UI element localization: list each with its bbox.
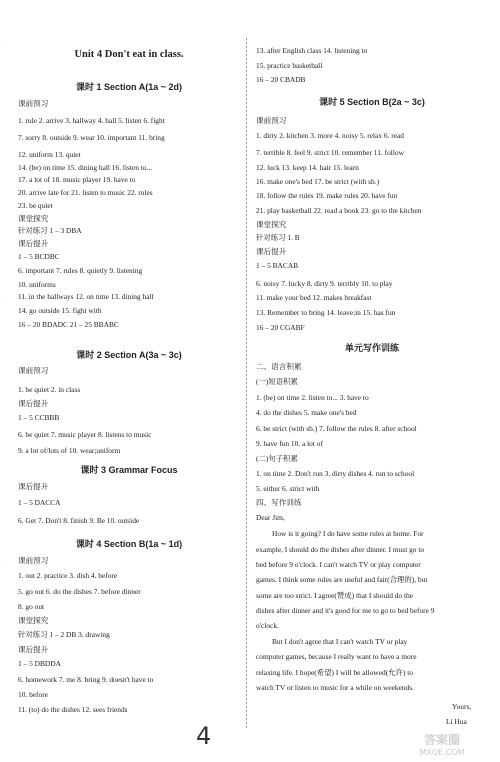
subsection-label: 课后提升 xyxy=(18,482,49,491)
column-divider xyxy=(246,38,247,728)
answer-line: 1 – 5 CCBBB xyxy=(18,413,60,422)
letter-line: bed before 9 o'clock. I can't watch TV or play computer xyxy=(256,560,421,569)
answer-line: 17. a lot of 18. music player 19. have to xyxy=(18,175,136,184)
answer-line: 1. rule 2. arrive 3. hallway 4. hall 5. listen 6. fight xyxy=(18,116,165,125)
answer-line: 16. make one's bed 17. be strict (with sb.) xyxy=(256,177,380,186)
subsection-label: 课后提升 xyxy=(18,239,49,248)
svg-text:MXQE.COM: MXQE.COM xyxy=(419,748,465,757)
answer-line: 4. do the dishes 5. make one's bed xyxy=(256,408,357,417)
answer-line: 15. practice basketball xyxy=(256,61,323,70)
answer-line: 针对练习 1. B xyxy=(256,233,300,242)
answer-line: 21. play basketball 22. read a book 23. go to the kitchen xyxy=(256,206,422,215)
answer-line: 18. follow the rules 19. make rules 20. have fun xyxy=(256,191,398,200)
answer-line: 5. go out 6. do the dishes 7. before dinner xyxy=(18,587,141,596)
answer-line: 10. before xyxy=(18,690,48,699)
answer-line: 16 – 20 CGABF xyxy=(256,323,305,332)
answer-line: 6. Get 7. Don't 8. finish 9. Be 10. outside xyxy=(18,516,140,525)
subsection-label: 课后提升 xyxy=(256,247,287,256)
section-heading: 课时 3 Grammar Focus xyxy=(80,465,178,475)
section-heading: 课时 4 Section B(1a ~ 1d) xyxy=(75,539,183,549)
letter-line: some are too strict. I agree(赞成) that I should do the xyxy=(256,591,414,600)
page-number: 4 xyxy=(196,722,212,750)
answer-line: 1 – 5 BCDBC xyxy=(18,252,60,261)
letter-signature: Li Hua xyxy=(446,717,467,726)
answer-line: 11. (to) do the dishes 12. sees friends xyxy=(18,705,128,714)
margin-mark: · xyxy=(3,560,5,566)
subsection-label: 四、写作训练 xyxy=(256,498,302,507)
unit-title: Unit 4 Don't eat in class. xyxy=(74,49,184,60)
answer-line: 9. a lot of/lots of 10. wear;uniform xyxy=(18,446,121,455)
subsection-label: 课前预习 xyxy=(256,116,287,125)
answer-line: 1. (be) on time 2. listen to... 3. have to xyxy=(256,393,369,402)
letter-line: computer games, because I really want to have a more xyxy=(256,652,417,661)
answer-line: 6. be strict (with sb.) 7. follow the rules 8. after school xyxy=(256,424,417,433)
letter-closing: Yours, xyxy=(452,702,472,711)
letter-line: watch TV or listen to music for a while on weekends. xyxy=(256,683,414,692)
letter-line: games. I think some rules are useful and fair(合理的), but xyxy=(256,575,428,584)
answer-line: 1 – 5 BACAB xyxy=(256,261,299,270)
answer-line: Dear Jim, xyxy=(256,513,285,522)
answer-line: 6. homework 7. me 8. bring 9. doesn't have to xyxy=(18,675,154,684)
section-heading: 课时 2 Section A(3a ~ 3c) xyxy=(76,350,182,360)
answer-line: 14. go outside 15. fight with xyxy=(18,306,102,315)
answer-line: 12. luck 13. keep 14. hair 15. learn xyxy=(256,163,359,172)
answer-line: 1. dirty 2. kitchen 3. more 4. noisy 5. relax 6. read xyxy=(256,131,404,140)
subsection-label: 课前预习 xyxy=(18,99,49,108)
watermark-logo xyxy=(392,732,492,758)
answer-line: 8. go out xyxy=(18,602,45,611)
answer-line: 11. make your bed 12. makes breakfast xyxy=(256,293,372,302)
section-heading: 课时 1 Section A(1a ~ 2d) xyxy=(76,82,182,92)
section-heading: 单元写作训练 xyxy=(344,343,399,353)
answer-line: 1. be quiet 2. in class xyxy=(18,385,81,394)
answer-line: 14. (be) on time 15. dining hall 16. listen to... xyxy=(18,163,153,172)
answer-line: 针对练习 1 – 2 DB 3. drawing xyxy=(18,630,110,639)
answer-line: 6. important 7. rules 8. quietly 9. listening xyxy=(18,266,143,275)
subsection-label: 课后提升 xyxy=(18,399,49,408)
section-heading: 课时 5 Section B(2a ~ 3c) xyxy=(319,97,425,107)
answer-line: 6. noisy 7. lucky 8. dirty 9. terribly 10. to play xyxy=(256,279,393,288)
letter-line: dishes after dinner and it's good for me to go to bed before 9 xyxy=(256,606,435,615)
subsection-label: 课后提升 xyxy=(18,645,49,654)
answer-line: 12. uniform 13. quiet xyxy=(18,150,81,159)
answer-line: 13. after English class 14. listening to xyxy=(256,46,368,55)
answer-line: 20. arrive late for 21. listen to music 22. rules xyxy=(18,188,153,197)
letter-line: relaxing life. I hope(希望) I will be allowed(允许) to xyxy=(256,668,414,677)
answer-line: 6. be quiet 7. music player 8. listens to music xyxy=(18,430,152,439)
answer-line: 11. in the hallways 12. on time 13. dining hall xyxy=(18,292,154,301)
answer-line: 针对练习 1 – 3 DBA xyxy=(18,226,82,235)
subsection-label: 课堂探究 xyxy=(18,214,49,223)
answer-line: 5. either 6. strict with xyxy=(256,484,320,493)
subsection-label: 课前预习 xyxy=(18,366,49,375)
answer-line: 23. be quiet xyxy=(18,201,53,210)
answer-line: 13. Remember to bring 14. leave;in 15. has fun xyxy=(256,308,396,317)
subsection-label: 课堂探究 xyxy=(256,220,287,229)
letter-line: example, I should do the dishes after dinner. I must go to xyxy=(256,545,425,554)
answer-line: (二)句子积累 xyxy=(256,454,298,463)
answer-line: 7. sorry 8. outside 9. wear 10. important 11. bring xyxy=(18,133,165,142)
margin-mark: · xyxy=(3,300,5,306)
letter-line: But I don't agree that I can't watch TV or play xyxy=(272,637,408,646)
answer-line: 16 – 20 CBADB xyxy=(256,75,306,84)
letter-line: How is it going? I do have some rules at home. For xyxy=(272,529,424,538)
subsection-label: 课前预习 xyxy=(18,556,49,565)
answer-line: 16 – 20 BDADC 21 – 25 BBABC xyxy=(18,320,119,329)
answer-line: 1 – 5 DACCA xyxy=(18,498,61,507)
subsection-label: 二、语言积累 xyxy=(256,362,302,371)
subsection-label: 课堂探究 xyxy=(18,616,49,625)
answer-line: 9. have fun 10. a lot of xyxy=(256,439,323,448)
answer-line: 1. on time 2. Don't run 3. dirty dishes 4. run to school xyxy=(256,469,415,478)
answer-line: 10. uniforms xyxy=(18,280,56,289)
answer-line: 1 – 5 DBDDA xyxy=(18,659,61,668)
letter-line: o'clock. xyxy=(256,621,279,630)
answer-line: (一)短语积累 xyxy=(256,377,298,386)
answer-line: 1. out 2. practice 3. dish 4. before xyxy=(18,571,118,580)
answer-line: 7. terrible 8. feel 9. strict 10. remember 11. follow xyxy=(256,148,404,157)
margin-mark: · xyxy=(3,45,5,51)
svg-text:答案圈: 答案圈 xyxy=(423,733,461,747)
